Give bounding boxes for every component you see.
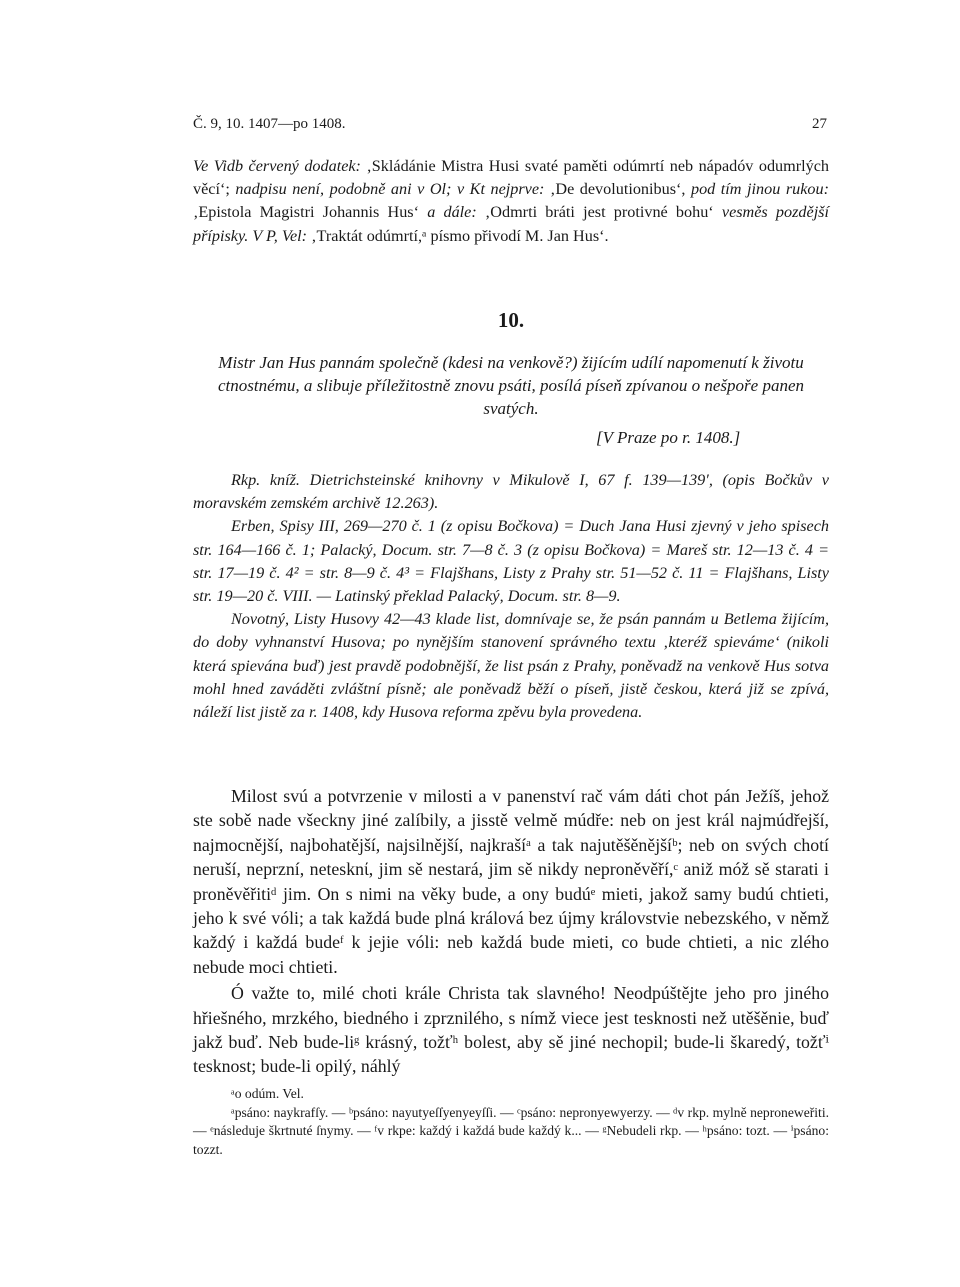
quoted-title-segment: ‚Skládánie Mistra Husi svaté paměti odúmrtí neb nápadóv odumrlých věcí‘; xyxy=(193,157,829,199)
source-notes xyxy=(193,469,829,724)
quoted-title-segment: ‚Traktát odúmrtí,ᵃ písmo přivodí M. Jan Hus‘. xyxy=(311,226,609,245)
running-header xyxy=(193,116,827,138)
source-note: Erben, Spisy III, 269—270 č. 1 (z opisu Bočkova) = Duch Jana Husi zjevný v jeho spisech str. 164—166 č. 1; Palacký, Docum. str. 7—8 č. 3 (z opisu Bočkova) = Mareš str. 12—13 č. 4 = str. 17—19 č. 4² = str. 8—9 č. 4³ = Flajšhans, Listy z Prahy str. 51—52 č. 11 = Flajšhans, Listy str. 19—20 č. VIII. — Latinský překlad Palacký, Docum. str. 8—9. xyxy=(193,517,829,606)
editorial-note-segment: nadpisu není, podobně ani v Ol; v Kt nejprve: xyxy=(235,180,550,199)
letter-summary: Mistr Jan Hus pannám společně (kdesi na venkově?) žijícím udílí napomenutí k životu ctnostnému, a slibuje příležitostně znovu psáti, posílá píseň zpívanou o nešpoře panen svatých. xyxy=(218,353,804,418)
header-section-label: Č. 9, 10. 1407—po 1408. xyxy=(193,116,346,132)
footnote: ᵃpsáno: naykrafſy. — ᵇpsáno: nayutyeſſyenyeyſſi. — ᶜpsáno: nepronyewyerzy. — ᵈv rkp. mylně neproneweřiti. — ᵉnásleduje škrtnuté ſnymy. — ᶠv rkpe: každý i každá bude každý k... — ᵍNebudeli rkp. — ʰpsáno: tozt. — ⁱpsáno: tozzt. xyxy=(193,1104,829,1157)
footnotes xyxy=(193,1085,829,1159)
quoted-title-segment: ‚Odmrti bráti jest protivné bohu‘ xyxy=(484,203,722,222)
editorial-note-segment: a dále: xyxy=(427,203,485,222)
footnote: ᵃo odúm. Vel. xyxy=(231,1086,304,1101)
source-note: Novotný, Listy Husovy 42—43 klade list, domnívaje se, že psán pannám u Betlema žijícím, do doby vyhnanství Husova; po nynějším stanovení správného textu ‚kteréž spieváme‘ (nikoli která spievána buď) jest pravdě podobnější, že list psán z Prahy, poněvadž na venkově Hus sotva mohl hned zaváděti zvláštní písně; ale poněvadž běží o píseň, jistě českou, která již se zpívá, náleží list jistě za r. 1408, kdy Husova reforma zpěvu byla provedena. xyxy=(193,610,829,722)
body-paragraph: Milost svú a potvrzenie v milosti a v panenství rač vám dáti chot pán Ježíš, jehož ste sobě nade všeckny jiné zalíbily, a jisstě velmě múdře: neb on jest král najmúdřejší, najmocnější, najbohatější, najsilnější, najkrašíᵃ a tak najutěšěnějšíᵇ; neb on svých chotí neruší, neprzní, netesknί, jim sě nestará, jim sě nikdy neproněvěří,ᶜ aniž móž sě starati i proněvěřitiᵈ jim. On s nimi na věky bude, a ony budúᵉ mieti, jakož samy budú chtieti, jeho k své vóli; a tak každá bude plná králová bez újmy královstvie nebezského, v němž každý i každá budeᶠ k jejie vóli: neb každá bude mieti, co bude chtieti, a nic zlého nebude moci chtieti. xyxy=(193,786,829,977)
quoted-title-segment: ‚De devolutionibus‘, xyxy=(549,180,691,199)
letter-number: 10. xyxy=(497,308,525,332)
quoted-title-segment: ‚Epistola Magistri Johannis Hus‘ xyxy=(193,203,428,222)
source-note: Rkp. kníž. Dietrichsteinské knihovny v Mikulově I, 67 f. 139—139′, (opis Bočkův v moravském zemském archivě 12.263). xyxy=(193,471,829,513)
editorial-note-segment: Ve Vidb červený dodatek: xyxy=(193,157,367,175)
page-number: 27 xyxy=(812,116,827,132)
manuscript-note-intro xyxy=(193,155,829,248)
editorial-note-segment: pod tím jinou rukou: xyxy=(690,180,829,199)
date-place: [V Praze po r. 1408.] xyxy=(596,428,741,447)
editorial-note-segment: vesměs pozdější přípisky. V P, Vel: xyxy=(193,203,829,245)
letter-body xyxy=(193,784,829,1079)
body-paragraph: Ó važte to, milé choti krále Christa tak slavného! Neodpúštějte jeho pro jiného hřiešného, mrzkého, biedného i zprznilého, s nímž viece jest tesknosti než utěšěnie, buď jakž buď. Neb bude-liᵍ krásný, tožťʰ bolest, aby sě jiné nechopil; bude-li škaredý, tožťⁱ tesknost; bude-li opilý, náhlý xyxy=(193,983,829,1077)
